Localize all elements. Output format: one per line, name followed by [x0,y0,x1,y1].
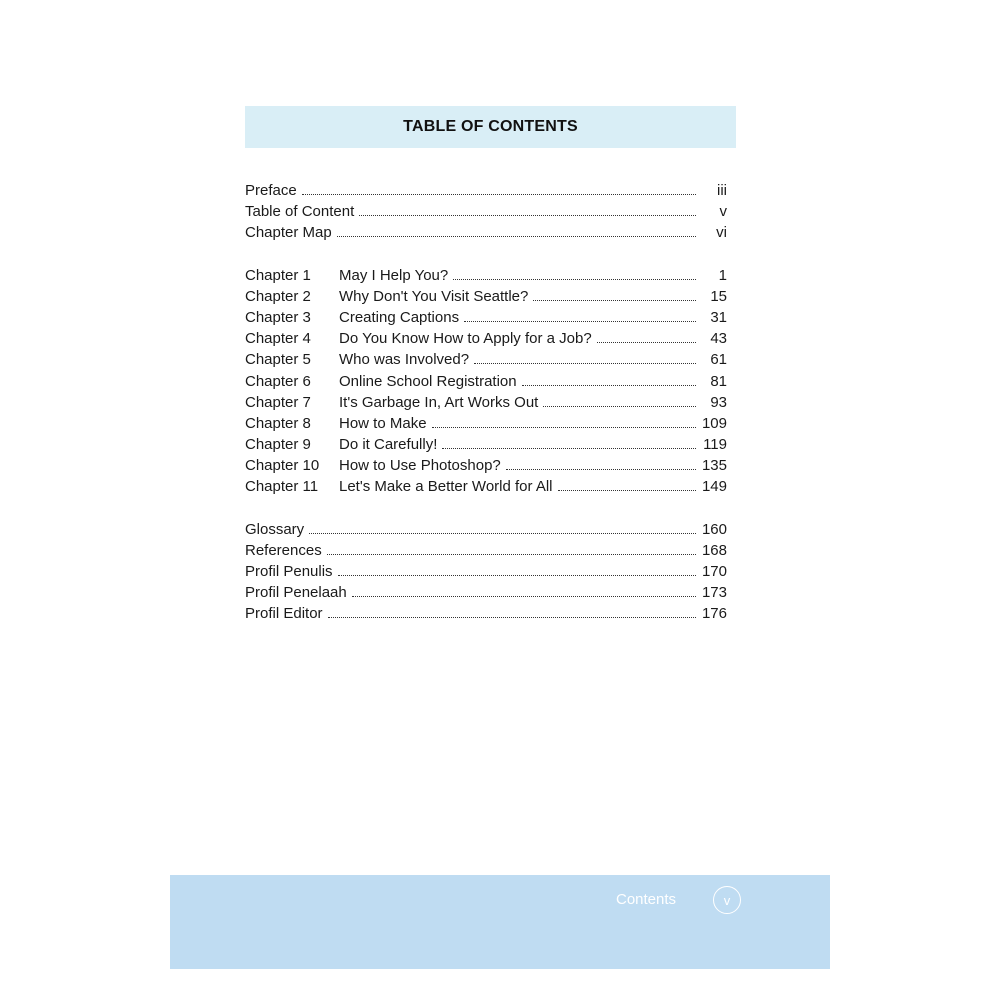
dot-leader [338,564,696,576]
toc-entry-title: It's Garbage In, Art Works Out [339,393,539,411]
toc-entry-page: 149 [701,478,727,496]
page-number: v [723,892,731,908]
toc-entry-page: 43 [710,330,727,348]
toc-entry-page: iii [717,182,727,199]
page-title: TABLE OF CONTENTS [403,118,578,135]
toc-entry-title: Do it Carefully! [339,436,438,454]
dot-leader [474,352,696,364]
dot-leader [309,522,696,534]
toc-entry-title: Why Don't You Visit Seattle? [339,287,529,305]
dot-leader [533,289,696,301]
toc-entry[interactable] [245,371,727,392]
dot-leader [327,543,696,555]
dot-leader [453,268,696,280]
toc-entry-title: References [245,541,322,559]
footer-section-label: Contents [616,891,677,908]
toc-entry-title: Let's Make a Better World for All [339,478,553,496]
toc-entry-page: 31 [710,308,727,326]
toc-entry-page: 119 [703,436,727,454]
toc-entry-title: Table of Content [245,203,355,221]
toc-entry-title: Do You Know How to Apply for a Job? [339,330,592,348]
toc-entry-title: Creating Captions [339,308,460,326]
toc-entry-page: 160 [701,520,727,538]
chapter-label: Chapter 11 [245,478,319,496]
chapter-label: Chapter 1 [245,266,311,284]
toc-entry[interactable] [245,540,727,561]
toc-entry-title: Profil Editor [245,605,323,623]
dot-leader [337,225,696,237]
chapter-label: Chapter 7 [245,393,311,411]
dot-leader [522,374,696,386]
toc-entry-page: 15 [710,287,727,305]
toc-entry-page: 173 [701,584,727,602]
dot-leader [302,183,696,195]
page-number-badge [713,886,741,914]
dot-leader [558,479,696,491]
toc-entry[interactable] [245,392,727,413]
toc-entry-title: Who was Involved? [339,351,470,369]
toc-entry[interactable] [245,476,727,497]
toc-entry-title: Glossary [245,520,305,538]
dot-leader [543,395,696,407]
chapter-label: Chapter 10 [245,457,320,475]
toc-entry-page: 168 [701,541,727,559]
toc-entry-title: May I Help You? [339,266,449,284]
toc-entry[interactable] [245,561,727,582]
toc-entry[interactable] [245,434,727,455]
dot-leader [359,204,696,216]
toc-entry-page: 170 [701,563,727,580]
toc-entry[interactable] [245,413,727,434]
toc-entry-page: v [719,203,727,221]
dot-leader [328,606,696,618]
toc-entry-title: Profil Penulis [245,563,333,580]
table-of-contents [245,180,727,625]
toc-entry-page: 176 [701,605,727,623]
toc-entry[interactable] [245,265,727,286]
chapter-label: Chapter 4 [245,330,311,348]
toc-entry-title: How to Make [339,414,427,432]
chapter-label: Chapter 5 [245,351,311,369]
page-footer [170,875,830,969]
chapter-label: Chapter 9 [245,436,311,454]
toc-entry-title: Online School Registration [339,372,517,390]
toc-entry-title: Chapter Map [245,224,332,242]
back-matter-list [245,519,727,625]
dot-leader [442,437,696,449]
toc-entry-page: 81 [710,372,727,390]
toc-header-bar [245,106,736,148]
toc-entry-page: 93 [710,393,727,411]
dot-leader [464,310,696,322]
toc-entry-title: How to Use Photoshop? [339,457,501,475]
toc-entry-page: 135 [701,457,727,475]
toc-entry[interactable] [245,603,727,624]
toc-entry-page: 1 [718,266,727,284]
chapter-label: Chapter 6 [245,372,311,390]
toc-entry[interactable] [245,349,727,370]
toc-entry[interactable] [245,201,727,222]
dot-leader [352,585,696,597]
chapter-list [245,265,727,498]
toc-entry[interactable] [245,519,727,540]
toc-entry-title: Profil Penelaah [245,584,347,602]
toc-entry[interactable] [245,222,727,243]
toc-entry[interactable] [245,328,727,349]
toc-entry-page: 61 [710,351,727,369]
dot-leader [432,416,696,428]
chapter-label: Chapter 3 [245,308,311,326]
toc-entry-page: 109 [701,414,727,432]
dot-leader [597,331,696,343]
toc-entry[interactable] [245,582,727,603]
chapter-label: Chapter 8 [245,414,311,432]
toc-entry-title: Preface [245,182,297,199]
chapter-label: Chapter 2 [245,287,311,305]
toc-entry[interactable] [245,286,727,307]
toc-entry[interactable] [245,307,727,328]
toc-entry[interactable] [245,180,727,201]
dot-leader [506,458,696,470]
front-matter-list [245,180,727,244]
toc-entry[interactable] [245,455,727,476]
toc-entry-page: vi [716,224,727,242]
